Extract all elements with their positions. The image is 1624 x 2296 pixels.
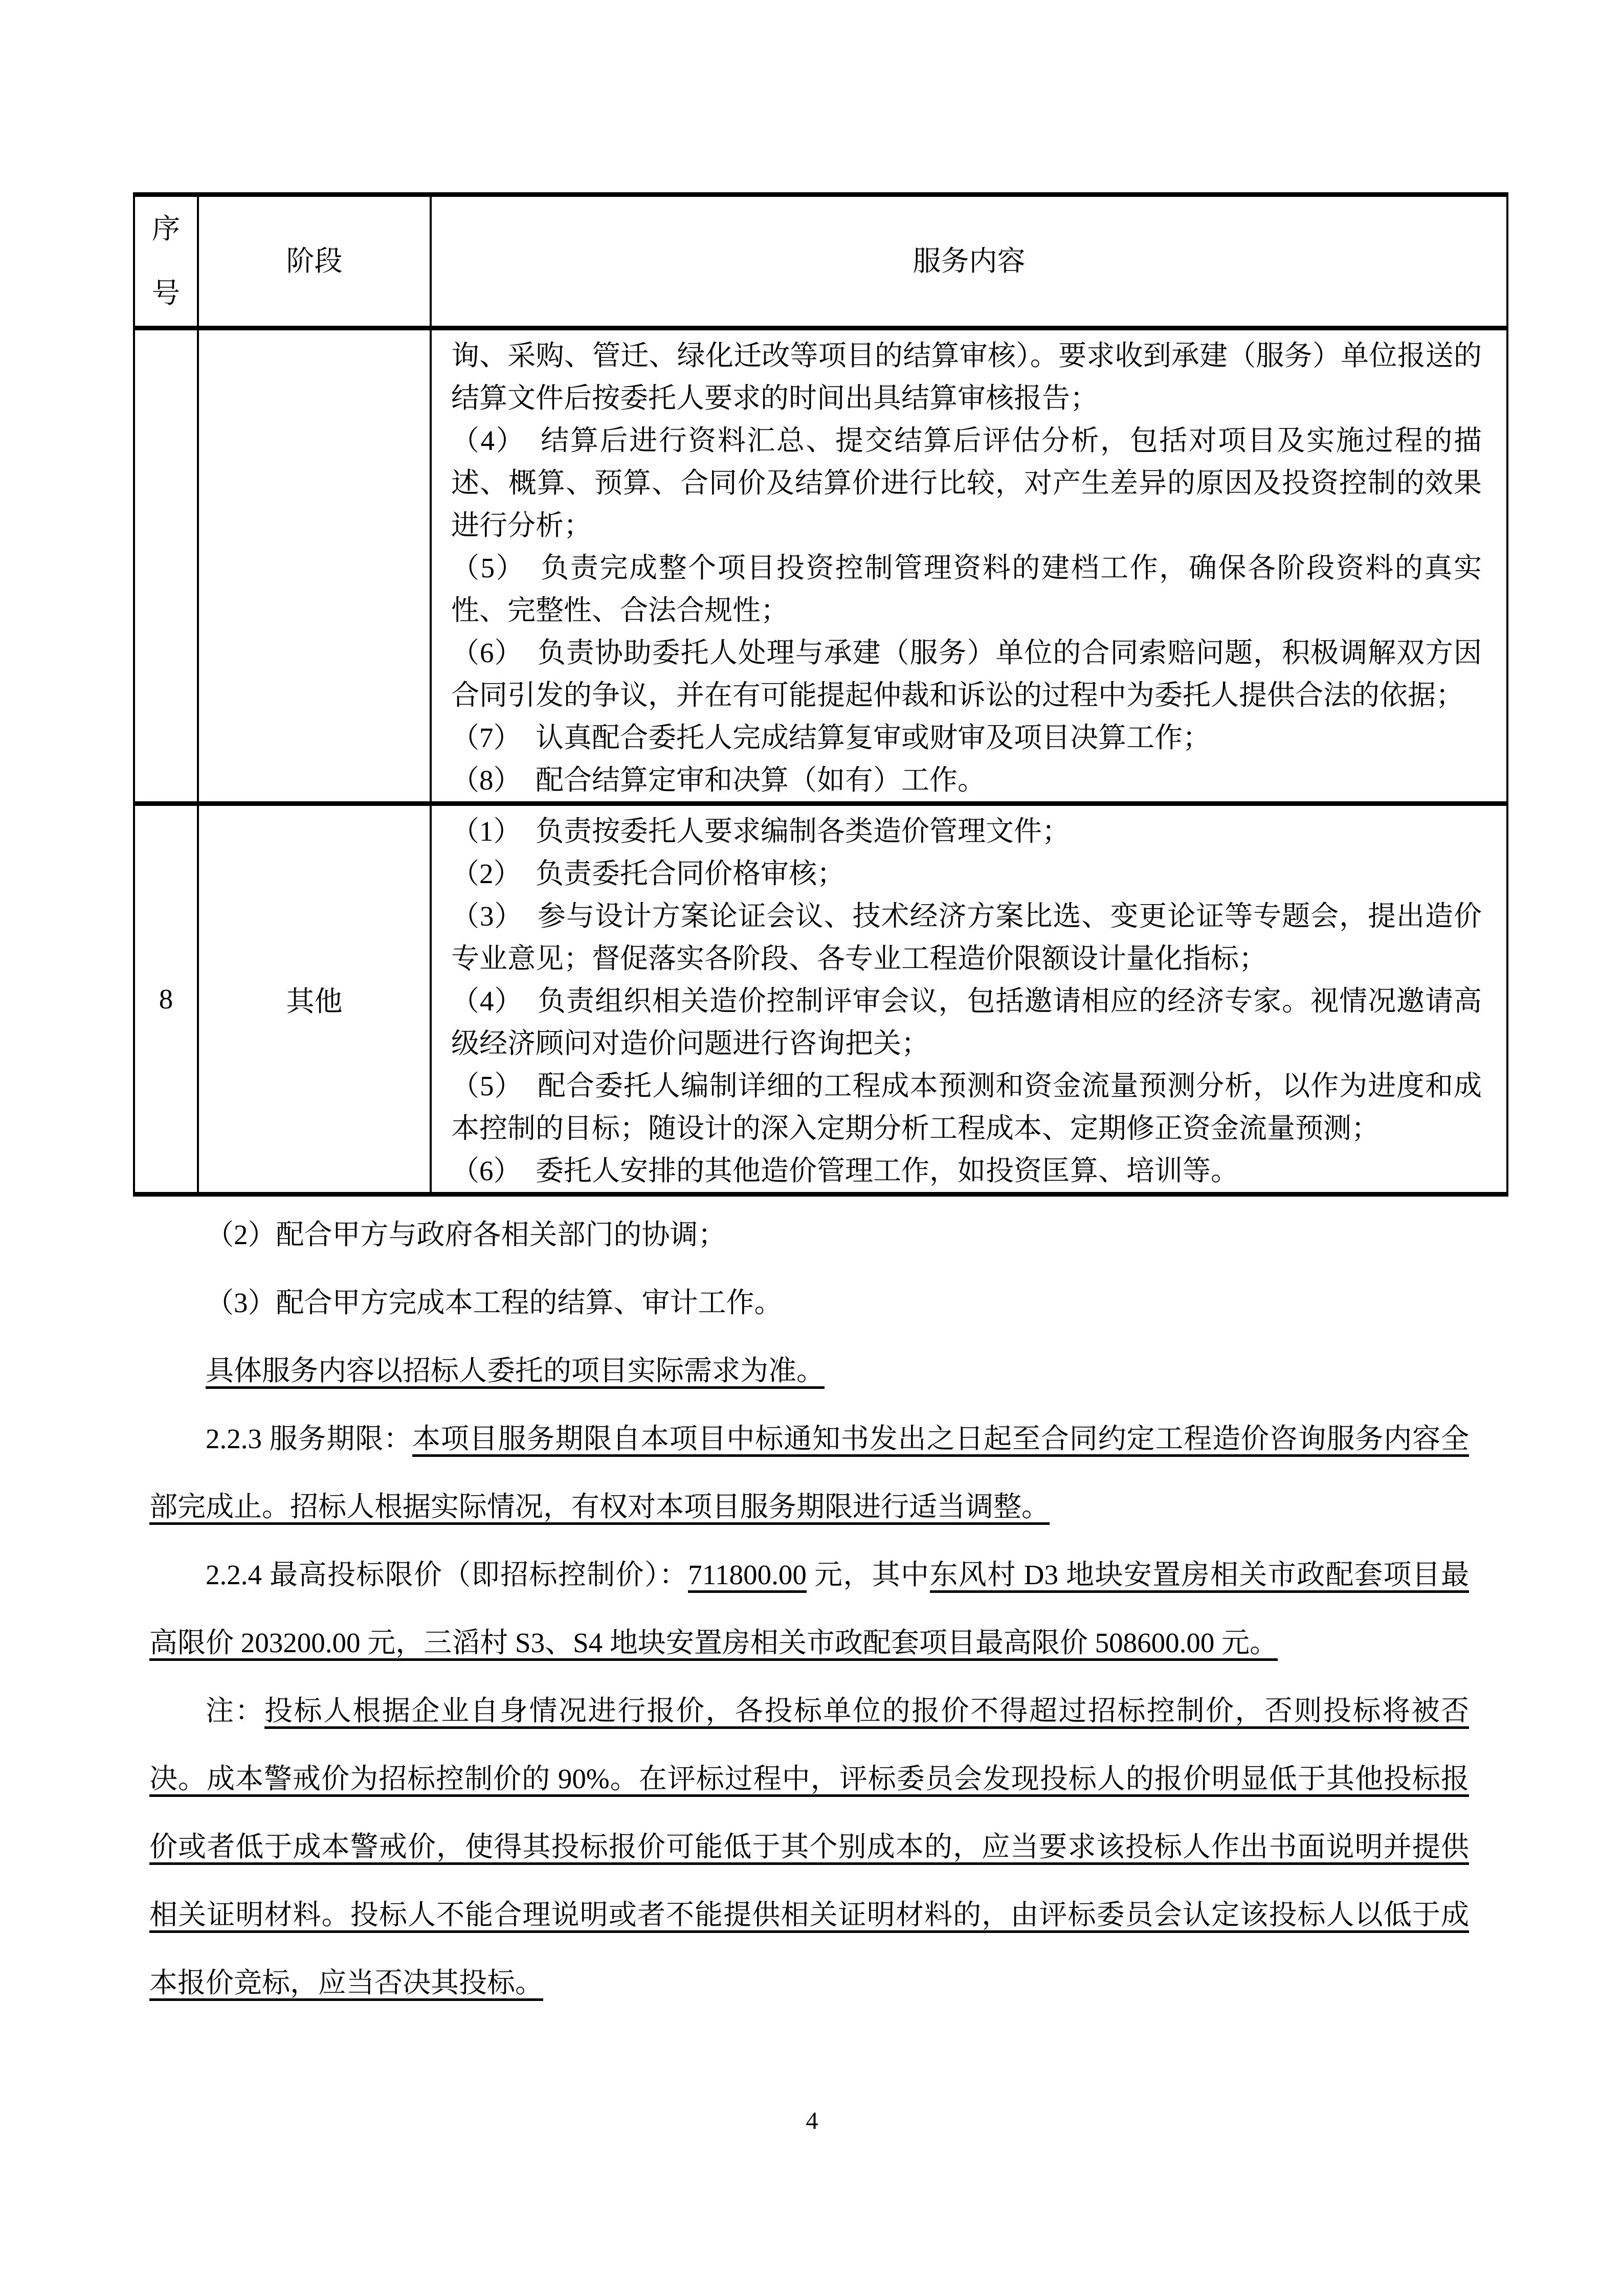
paragraph-clause-2-2-4 bbox=[149, 1541, 1469, 1677]
table-header-row bbox=[134, 195, 1507, 328]
stage-cell: 其他 bbox=[198, 804, 431, 1195]
header-seq-number bbox=[134, 195, 198, 328]
seq-cell bbox=[134, 328, 198, 804]
plain-text: （3）配合甲方完成本工程的结算、审计工作。 bbox=[206, 1287, 783, 1318]
service-content-cell bbox=[431, 328, 1507, 804]
service-item: （2） 负责委托合同价格审核； bbox=[451, 858, 846, 889]
underlined-text: 本项目服务期限自本项目中标通知书发出之日起至合同约定工程造价咨询服务内容全部完成止。招标人根据实际情况，有权对本项目服务期限进行适当调整。 bbox=[149, 1423, 1469, 1525]
underlined-text: 711800.00 bbox=[688, 1559, 807, 1593]
table-row-continuation bbox=[134, 328, 1507, 804]
body-text bbox=[149, 1201, 1469, 2017]
table-header bbox=[134, 195, 1507, 328]
service-item: （6） 委托人安排的其他造价管理工作，如投资匡算、培训等。 bbox=[451, 1155, 1239, 1186]
plain-text: 2.2.4 最高投标限价（即招标控制价）： bbox=[206, 1559, 688, 1590]
paragraph-bid-price-note bbox=[149, 1677, 1469, 2017]
underlined-text: 具体服务内容以招标人委托的项目实际需求为准。 bbox=[206, 1355, 825, 1389]
service-item-list bbox=[451, 334, 1482, 801]
paragraph-service-scope-note bbox=[149, 1337, 1469, 1405]
header-service-content: 服务内容 bbox=[431, 195, 1507, 328]
table-row-other bbox=[134, 804, 1507, 1195]
header-seq-line: 号 bbox=[151, 278, 180, 309]
plain-text: 2.2.3 服务期限： bbox=[206, 1423, 412, 1454]
service-item: （5） 配合委托人编制详细的工程成本预测和资金流量预测分析，以作为进度和成本控制的目标；随设计的深入定期分析工程成本、定期修正资金流量预测； bbox=[451, 1070, 1482, 1144]
plain-text: 注： bbox=[206, 1695, 264, 1726]
service-item: （7） 认真配合委托人完成结算复审或财审及项目决算工作； bbox=[451, 722, 1211, 753]
plain-text: 元，其中 bbox=[806, 1559, 930, 1590]
seq-cell: 8 bbox=[134, 804, 198, 1195]
service-item: （5） 负责完成整个项目投资控制管理资料的建档工作，确保各阶段资料的真实性、完整性、合法合规性； bbox=[451, 552, 1482, 626]
paragraph-coordination-item-2 bbox=[149, 1201, 1469, 1269]
page-number: 4 bbox=[806, 2107, 818, 2134]
stage-cell bbox=[198, 328, 431, 804]
service-item: （4） 结算后进行资料汇总、提交结算后评估分析，包括对项目及实施过程的描述、概算、预算、合同价及结算价进行比较，对产生差异的原因及投资控制的效果进行分析； bbox=[451, 425, 1482, 541]
underlined-text: 投标人根据企业自身情况进行报价，各投标单位的报价不得超过招标控制价，否则投标将被否决。成本警戒价为招标控制价的 90%。在评标过程中，评标委员会发现投标人的报价明显低于其他投标报价或者低于成本警戒价，使得其投标报价可能低于其个别成本的，应当要求该投标人作出书面说明并提供相关证明材料。投标人不能合理说明或者不能提供相关证明材料的，由评标委员会认定该投标人以低于成本报价竞标，应当否决其投标。 bbox=[149, 1695, 1469, 2001]
plain-text: （2）配合甲方与政府各相关部门的协调； bbox=[206, 1219, 726, 1250]
service-content-table bbox=[133, 192, 1508, 1197]
service-item: （3） 参与设计方案论证会议、技术经济方案比选、变更论证等专题会，提出造价专业意见；督促落实各阶段、各专业工程造价限额设计量化指标； bbox=[451, 901, 1482, 974]
header-stage: 阶段 bbox=[198, 195, 431, 328]
service-item: （1） 负责按委托人要求编制各类造价管理文件； bbox=[451, 816, 1071, 847]
underlined-text: 东风村 D3 地块安置房相关市政配套项目最高限价 203200.00 元，三滔村 S3、S4 地块安置房相关市政配套项目最高限价 508600.00 元。 bbox=[149, 1559, 1469, 1661]
service-item: （6） 负责协助委托人处理与承建（服务）单位的合同索赔问题，积极调解双方因合同引发的争议，并在有可能提起仲裁和诉讼的过程中为委托人提供合法的依据； bbox=[451, 637, 1482, 711]
service-item: （4） 负责组织相关造价控制评审会议，包括邀请相应的经济专家。视情况邀请高级经济顾问对造价问题进行咨询把关； bbox=[451, 985, 1482, 1059]
header-seq-line: 序 bbox=[151, 213, 180, 244]
paragraph-clause-2-2-3 bbox=[149, 1405, 1469, 1541]
paragraph-coordination-item-3 bbox=[149, 1269, 1469, 1337]
service-item: 询、采购、管迁、绿化迁改等项目的结算审核）。要求收到承建（服务）单位报送的结算文件后按委托人要求的时间出具结算审核报告； bbox=[451, 340, 1482, 414]
table-body bbox=[134, 328, 1507, 1195]
service-content-cell bbox=[431, 804, 1507, 1195]
service-item-list bbox=[451, 810, 1482, 1192]
service-item: （8） 配合结算定审和决算（如有）工作。 bbox=[451, 764, 986, 796]
